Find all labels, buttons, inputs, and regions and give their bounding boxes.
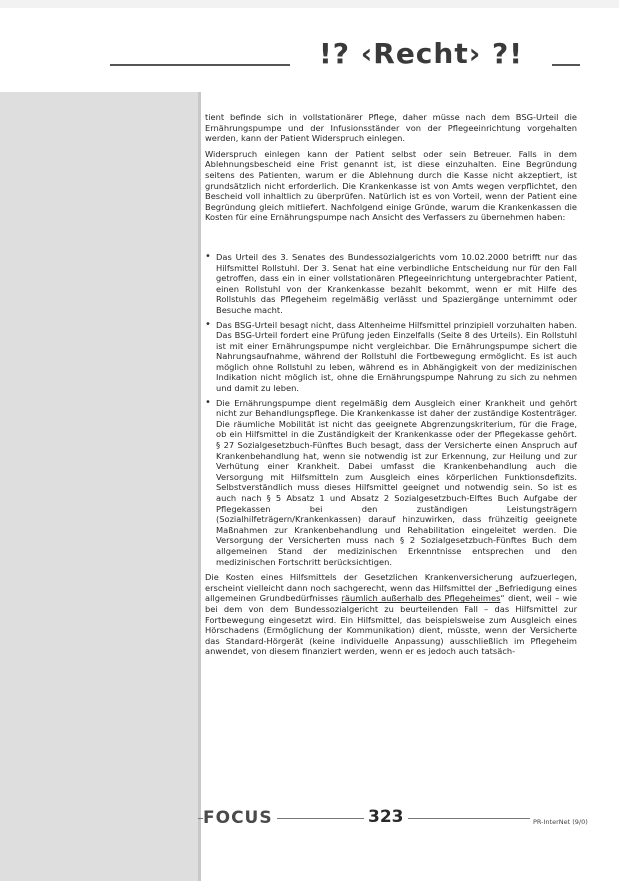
paragraph-objection: Widerspruch einlegen kann der Patient selbst oder sein Betreuer. Falls in dem Ablehnungsbescheid eine Frist genannt ist, ist diese einzuhalten. Eine Begründung seitens des Patienten, warum er die Ablehnung durch die Kasse nicht akzeptiert, ist grundsätzlich nicht erforderlich. Die Krankenkasse ist von Amts wegen verpflichtet, den Bescheid voll inhaltlich zu überprüfen. Natürlich ist es von Vorteil, wenn der Patient eine Begründung gleich mitliefert. Nachfolgend einige Gründe, warum die Krankenkassen die Kosten für eine Ernährungspumpe nach Ansicht des Verfassers zu übernehmen haben:	[205, 148, 577, 223]
section-title: !? ‹Recht› ?!	[290, 36, 552, 72]
list-item: • Die Ernährungspumpe dient regelmäßig dem Ausgleich einer Krankheit und gehört nicht zur Behandlungspflege. Die Krankenkasse ist daher der zuständige Kostenträger. Die räumliche Mobilität ist nicht das geeignete Abgrenzungskriterium, für die Frage, ob ein Hilfsmittel in die Zuständigkeit der Krankenkasse oder der Pflegekasse gehört. § 27 Sozialgesetzbuch-Fünftes Buch besagt, dass der Versicherte einen Anspruch auf Krankenbehandlung hat, wenn sie notwendig ist zur Erkennung, zur Heilung und zur Verhütung einer Krankheit. Dabei umfasst die Krankenbehandlung auch die Versorgung mit Hilfsmitteln zum Ausgleich eines körperlichen Funktionsdefizits. Selbstverständlich muss dieses Hilfsmittel geeignet und notwendig sein. So ist es auch nach § 5 Absatz 1 und Absatz 2 Sozialgesetzbuch-Elftes Buch Aufgabe der Pflegekassen bei den zuständigen Leistungsträgern (Sozialhilfeträgern/Krankenkassen) darauf hinzuwirken, dass frühzeitig geeignete Maßnahmen zur Krankenbehandlung und Rehabilitation eingeleitet werden. Die Versorgung der Versicherten muss nach § 2 Sozialgesetzbuch-Fünftes Buch dem allgemeinen Stand der medizinischen Erkenntnisse entsprechen und den medizinischen Fortschritt berücksichtigen.	[205, 398, 577, 568]
list-item: • Das Urteil des 3. Senates des Bundessozialgerichts vom 10.02.2000 betrifft nur das Hilfsmittel Rollstuhl. Der 3. Senat hat eine verbindliche Entscheidung nur für den Fall getroffen, dass ein in einer vollstationären Pflegeeinrichtung untergebrachter Patient, einen Rollstuhl von der Krankenkasse bezahlt bekommt, wenn er mit Hilfe des Rollstuhls das Pflegeheim regelmäßig verlässt und Spaziergänge unternimmt oder Besuche macht.	[205, 252, 577, 316]
paragraph-costs-start: Die Kosten eines Hilfsmittels der Gesetzlichen Krankenversicherung aufzuerlegen, erscheint vielleicht dann noch sachgerecht, wenn das Hilfsmittel der „Befriedigung eines allgemeinen Grundbedürfnisses	[205, 572, 577, 604]
paragraph-costs	[205, 572, 577, 657]
list-item: • Das BSG-Urteil besagt nicht, dass Altenheime Hilfsmittel prinzipiell vorzuhalten haben. Das BSG-Urteil fordert eine Prüfung jeden Einzelfalls (Seite 8 des Urteils). Ein Rollstuhl ist mit einer Ernährungspumpe nicht vergleichbar. Die Ernährungspumpe sichert die Nahrungsaufnahme, während der Rollstuhl die Fortbewegung ermöglicht. Es ist auch möglich ohne Rollstuhl zu leben, während es in Abhängigkeit von der medizinischen Indikation nicht möglich ist, ohne die Ernährungspumpe Nahrung zu sich zu nehmen und damit zu leben.	[205, 320, 577, 394]
issue-label: PR-InterNet (9/0)	[530, 818, 588, 826]
paragraph-costs-end: “ dient, weil – wie bei dem von dem Bundessozialgericht zu beurteilenden Fall – das Hilfsmittel zur Fortbewegung eingesetzt wird. Ein Hilfsmittel, das beispielsweise zum Ausgleich eines Hörschadens (Ermöglichung der Kommunikation) dient, müsste, wenn der Versicherte das Standard-Hörgerät (keine individuelle Anpassung) ausschließlich im Pflegeheim anwendet, von diesem finanziert werden, wenn er es jedoch auch tatsäch-	[205, 593, 577, 657]
article-body	[205, 112, 577, 662]
header-scan-strip	[0, 0, 619, 8]
left-margin-bar	[0, 0, 198, 881]
paragraph-spacer	[205, 228, 577, 252]
page-number: 323	[364, 807, 408, 827]
magazine-brand: FOCUS	[203, 808, 277, 828]
underlined-phrase: räumlich außerhalb des Pflegeheimes	[341, 593, 501, 604]
reasons-list	[205, 252, 577, 567]
left-margin-shade	[198, 0, 201, 881]
page-header	[0, 0, 619, 92]
paragraph-intro: tient befinde sich in vollstationärer Pflege, daher müsse nach dem BSG-Urteil die Ernährungspumpe und der Infusionsständer von der Pflegeeinrichtung vorgehalten werden, kann der Patient Widerspruch einlegen.	[205, 112, 577, 144]
